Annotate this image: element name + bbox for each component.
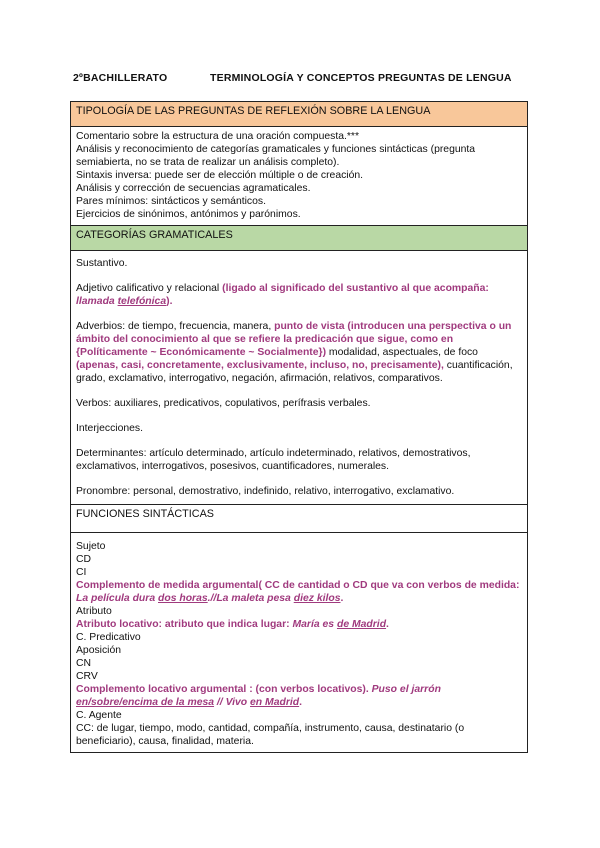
- func-loc-arg-text: Complemento locativo argumental : (con verbos locativos).: [76, 684, 372, 695]
- func-aposicion: Aposición: [76, 645, 122, 656]
- cat-sustantivo: Sustantivo.: [76, 258, 128, 269]
- document-title: TERMINOLOGÍA Y CONCEPTOS PREGUNTAS DE LENGUA: [210, 72, 512, 84]
- func-crv: CRV: [76, 671, 98, 682]
- cat-adjetivo-example: llamada: [76, 296, 118, 307]
- tipologia-line: Pares mínimos: sintácticos y semánticos.: [76, 196, 266, 207]
- func-locativo-example: María es: [292, 619, 337, 630]
- func-agente: C. Agente: [76, 710, 122, 721]
- course-label: 2ºBACHILLERATO: [73, 72, 168, 84]
- func-medida-text: Complemento de medida argumental( CC de cantidad o CD que va con verbos de medida:: [76, 580, 520, 591]
- cat-adverbios-note: punto de vista (introducen una perspectiva o un ámbito del conocimiento al que se refiere la predicación que sigue, como en {Políticamente ~ Económicamente ~ Socialmente}): [76, 321, 512, 358]
- section-body-categorias: [71, 251, 528, 505]
- func-loc-arg-end: .: [299, 697, 302, 708]
- cat-pronombre: Pronombre: personal, demostrativo, indefinido, relativo, interrogativo, exclamativo.: [76, 486, 455, 497]
- func-medida-example-u2: diez kilos: [293, 593, 341, 604]
- func-loc-arg-example2: // Vivo: [214, 697, 251, 708]
- tipologia-line: Análisis y reconocimiento de categorías gramaticales y funciones sintácticas (pregunta semiabierta, no se trata de realizar un análisis completo).: [76, 144, 476, 168]
- tipologia-line: Análisis y corrección de secuencias agramaticales.: [76, 183, 311, 194]
- func-cpred: C. Predicativo: [76, 632, 141, 643]
- cat-interjecciones: Interjecciones.: [76, 423, 143, 434]
- tipologia-line: Comentario sobre la estructura de una oración compuesta.***: [76, 131, 360, 142]
- content-table: [70, 101, 528, 753]
- func-medida-example-u1: dos horas: [158, 593, 208, 604]
- cat-adverbios: [76, 320, 522, 385]
- section-heading-categorias: CATEGORÍAS GRAMATICALES: [71, 226, 528, 251]
- func-locativo: [76, 618, 522, 631]
- tipologia-line: Sintaxis inversa: puede ser de elección múltiple o de creación.: [76, 170, 364, 181]
- func-loc-arg-example: Puso el jarrón: [371, 684, 441, 695]
- cat-adjetivo-close: ).: [166, 296, 173, 307]
- func-cc: CC: de lugar, tiempo, modo, cantidad, compañía, instrumento, causa, destinatario (o beneficiario), causa, finalidad, materia.: [76, 723, 465, 747]
- section-heading-funciones: FUNCIONES SINTÁCTICAS: [71, 505, 528, 533]
- func-ci: CI: [76, 567, 87, 578]
- func-atributo: Atributo: [76, 606, 112, 617]
- section-heading-tipologia: TIPOLOGÍA DE LAS PREGUNTAS DE REFLEXIÓN SOBRE LA LENGUA: [71, 102, 528, 127]
- cat-adjetivo-example-underlined: telefónica: [117, 296, 167, 307]
- func-loc-arg-example-u1: en/sobre/encima de la mesa: [76, 697, 215, 708]
- section-body-funciones: [71, 533, 528, 753]
- func-cd: CD: [76, 554, 92, 565]
- func-cn: CN: [76, 658, 92, 669]
- cat-adverbios-note2: (apenas, casi, concretamente, exclusivamente, incluso, no, precisamente),: [76, 360, 444, 371]
- func-locativo-end: .: [386, 619, 389, 630]
- section-body-tipologia: [71, 127, 528, 226]
- cat-adverbios-text2: modalidad, aspectuales, de foco: [326, 347, 478, 358]
- func-locativo-example-u: de Madrid: [336, 619, 387, 630]
- func-medida-example: La película dura: [76, 593, 158, 604]
- cat-adverbios-text3: cuantificación, grado, exclamativo, interrogativo, negación, afirmación, relativos, comparativos.: [76, 360, 513, 384]
- tipologia-line: Ejercicios de sinónimos, antónimos y parónimos.: [76, 209, 301, 220]
- func-sujeto: Sujeto: [76, 541, 106, 552]
- cat-adverbios-text: Adverbios: de tiempo, frecuencia, manera,: [76, 321, 275, 332]
- cat-adjetivo-note-text: (ligado al significado del sustantivo al que acompaña:: [222, 283, 489, 294]
- func-medida-example2: .//La maleta pesa: [207, 593, 294, 604]
- cat-adjetivo: [76, 282, 522, 308]
- func-loc-arg-example-u2: en Madrid: [250, 697, 300, 708]
- func-medida-end: .: [340, 593, 344, 604]
- func-loc-arg: [76, 683, 522, 709]
- func-medida: [76, 579, 522, 605]
- func-locativo-text: Atributo locativo: atributo que indica lugar:: [76, 619, 293, 630]
- cat-determinantes: Determinantes: artículo determinado, artículo indeterminado, relativos, demostrativos, exclamativos, interrogativos, posesivos, cuantificadores, numerales.: [76, 448, 471, 472]
- cat-adjetivo-text: Adjetivo calificativo y relacional: [76, 283, 223, 294]
- cat-verbos: Verbos: auxiliares, predicativos, copulativos, perífrasis verbales.: [76, 398, 371, 409]
